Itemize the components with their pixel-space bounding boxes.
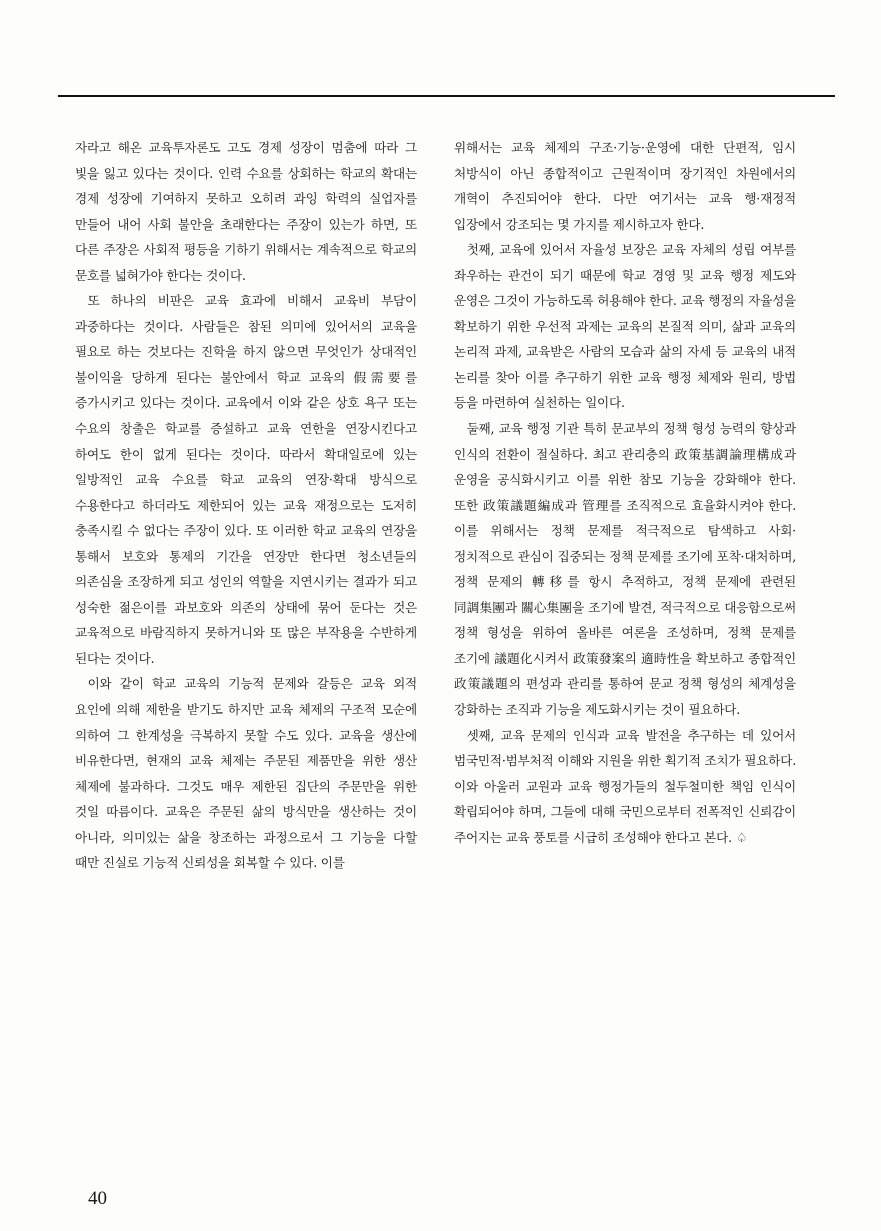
paragraph: 첫째, 교육에 있어서 자율성 보장은 교육 자체의 성립 여부를 좌우하는 관건이 되기 때문에 학교 경영 및 교육 행정 제도와 운영은 그것이 가능하도록 허용해야 한다. 교육 행정의 자율성을 확보하기 위한 우선적 과제는 교육의 본질적 의미, 삶과 교육의 논리적 과제, 교육받은 사람의 모습과 삶의 자세 등 교육의 내적 논리를 찾아 이를 추구하기 위한 교육 행정 체제와 원리, 방법 등을 마련하여 실천하는 일이다. xyxy=(454,242,796,411)
right-column xyxy=(454,135,796,851)
left-column xyxy=(75,135,417,876)
end-mark-icon: ♤ xyxy=(735,830,748,846)
header-rule xyxy=(58,95,835,97)
paragraph: 둘째, 교육 행정 기관 특히 문교부의 정책 형성 능력의 향상과 인식의 전환이 절실하다. 최고 관리층의 政策基調論理構成과 운영을 공식화시키고 이를 위한 참모 기능을 강화해야 한다. 또한 政策議題編成과 管理를 조직적으로 효율화시켜야 한다. 이를 위해서는 정책 문제를 적극적으로 탐색하고 사회·정치적으로 관심이 집중되는 정책 문제를 조기에 포착·대처하며, 정책 문제의 轉移를 항시 추적하고, 정책 문제에 관련된 同調集團과 關心集團을 조기에 발견, 적극적으로 대응함으로써 정책 형성을 위하여 올바른 여론을 조성하며, 정책 문제를 조기에 議題化시켜서 政策發案의 適時性을 확보하고 종합적인 政策議題의 편성과 관리를 통하여 문교 정책 형성의 체계성을 강화하는 조직과 기능을 제도화시키는 것이 필요하다. xyxy=(454,421,796,718)
paragraph: 위해서는 교육 체제의 구조·기능·운영에 대한 단편적, 임시 처방식이 아닌 종합적이고 근원적이며 장기적인 차원에서의 개혁이 추진되어야 한다. 다만 여기서는 교육 행·재정적 입장에서 강조되는 몇 가지를 제시하고자 한다. xyxy=(454,140,796,232)
paragraph: 자라고 해온 교육투자론도 고도 경제 성장이 멈춤에 따라 그 빛을 잃고 있다는 것이다. 인력 수요를 상회하는 학교의 확대는 경제 성장에 기여하지 못하고 오히려 과잉 학력의 실업자를 만들어 내어 사회 불안을 초래한다는 주장이 있는가 하면, 또 다른 주장은 사회적 평등을 기하기 위해서는 계속적으로 학교의 문호를 넓혀가야 한다는 것이다. xyxy=(75,140,417,283)
paragraph-text: 셋째, 교육 문제의 인식과 교육 발전을 추구하는 데 있어서 범국민적·범부처적 이해와 지원을 위한 획기적 조치가 필요하다. 이와 아울러 교원과 교육 행정가들의 철두철미한 책임 인식이 확립되어야 하며, 그들에 대해 국민으로부터 전폭적인 신뢰감이 주어지는 교육 풍토를 시급히 조성해야 한다고 본다. xyxy=(454,727,796,845)
page-number: 40 xyxy=(88,1188,107,1209)
paragraph-last xyxy=(454,723,796,852)
paragraph: 또 하나의 비판은 교육 효과에 비해서 교육비 부담이 과중하다는 것이다. 사람들은 참된 의미에 있어서의 교육을 필요로 하는 것보다는 진학을 하지 않으면 무엇인가 상대적인 불이익을 당하게 된다는 불안에서 학교 교육의 假需要를 증가시키고 있다는 것이다. 교육에서 이와 같은 상호 욕구 또는 수요의 창출은 학교를 증설하고 교육 연한을 연장시킨다고 하여도 한이 없게 된다는 것이다. 따라서 확대일로에 있는 일방적인 교육 수요를 학교 교육의 연장·확대 방식으로 수용한다고 하더라도 제한되어 있는 교육 재정으로는 도저히 충족시킬 수 없다는 주장이 있다. 또 이러한 학교 교육의 연장을 통해서 보호와 통제의 기간을 연장만 한다면 청소년들의 의존심을 조장하게 되고 성인의 역할을 지연시키는 결과가 되고 성숙한 젊은이를 과보호와 의존의 상태에 묶어 둔다는 것은 교육적으로 바람직하지 못하거니와 또 많은 부작용을 수반하게 된다는 것이다. xyxy=(75,293,417,666)
paragraph: 이와 같이 학교 교육의 기능적 문제와 갈등은 교육 외적 요인에 의해 제한을 받기도 하지만 교육 체제의 구조적 모순에 의하여 그 한계성을 극복하지 못할 수도 있다. 교육을 생산에 비유한다면, 현재의 교육 체제는 주문된 제품만을 위한 생산 체제에 불과하다. 그것도 매우 제한된 집단의 주문만을 위한 것일 따름이다. 교육은 주문된 삶의 방식만을 생산하는 것이 아니라, 의미있는 삶을 창조하는 과정으로서 그 기능을 다할 때만 진실로 기능적 신뢰성을 회복할 수 있다. 이를 xyxy=(75,676,417,871)
